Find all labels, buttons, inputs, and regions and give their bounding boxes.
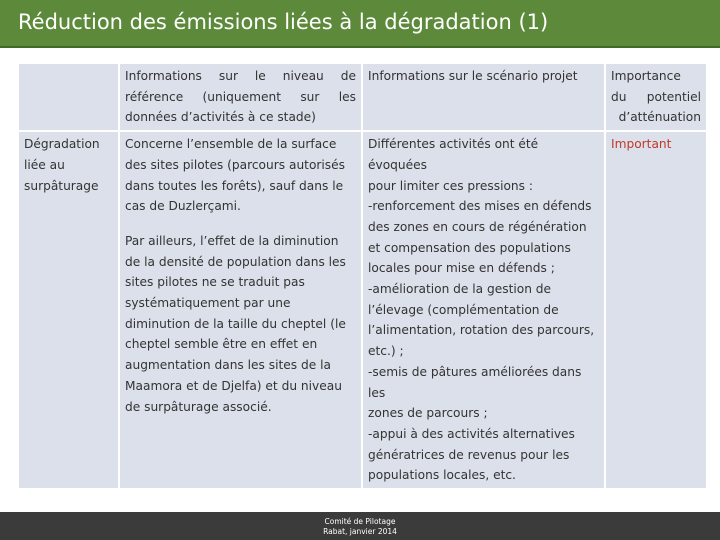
importance-value: Important — [611, 137, 672, 152]
header-reference-line: référence (uniquement sur les — [125, 89, 356, 104]
footer-line-1: Comité de Pilotage — [324, 517, 396, 526]
reference-p2-line: cheptel semble être en effet en — [125, 337, 318, 352]
scenario-line: pour limiter ces pressions : — [368, 178, 533, 193]
reference-p1-line: des sites pilotes (parcours autorisés — [125, 157, 345, 172]
scenario-line: l’alimentation, rotation des parcours, — [368, 323, 595, 338]
title-bar — [0, 0, 720, 48]
scenario-line: -appui à des activités alternatives — [368, 426, 575, 441]
scenario-line: génératrices de revenus pour les — [368, 447, 570, 462]
reference-p2-line: systématiquement par une — [125, 296, 291, 311]
footer-bar — [0, 512, 720, 540]
scenario-line: Différentes activités ont été évoquées — [368, 137, 539, 172]
header-reference-line: Informations sur le niveau de — [125, 69, 356, 83]
header-importance-line: Importance — [611, 69, 681, 83]
row-label — [19, 132, 118, 488]
scenario-line: l’élevage (complémentation de — [368, 302, 559, 317]
scenario-line: -semis de pâtures améliorées dans les — [368, 364, 582, 400]
scenario-line: des zones en cours de régénération — [368, 219, 587, 234]
footer-line-2: Rabat, janvier 2014 — [323, 527, 397, 536]
table-header-row — [19, 64, 706, 130]
reference-p2-line: Maamora et de Djelfa) et du niveau — [125, 378, 342, 393]
reference-cell — [120, 132, 361, 488]
header-cell-empty — [19, 64, 118, 130]
scenario-line: populations locales, etc. — [368, 468, 516, 483]
reference-p1-line: Concerne l’ensemble de la surface — [125, 137, 337, 152]
header-scenario-text: Informations sur le scénario projet — [368, 69, 578, 83]
scenario-line: etc.) ; — [368, 344, 404, 359]
reference-p2-line: sites pilotes ne se traduit pas — [125, 275, 305, 290]
scenario-cell — [363, 132, 604, 488]
scenario-line: et compensation des populations — [368, 240, 571, 255]
header-reference-line: données d’activités à ce stade) — [125, 110, 316, 125]
header-reference — [120, 64, 361, 130]
header-importance-line: du potentiel — [611, 89, 701, 104]
scenario-line: zones de parcours ; — [368, 406, 488, 421]
reference-p2-line: de surpâturage associé. — [125, 399, 272, 414]
importance-cell — [606, 132, 706, 488]
scenario-line: -renforcement des mises en défends — [368, 199, 592, 214]
reference-p2-line: diminution de la taille du cheptel (le — [125, 316, 346, 331]
table-row — [19, 132, 706, 488]
slide-title: Réduction des émissions liées à la dégradation (1) — [18, 10, 549, 34]
header-importance-line: d’atténuation — [618, 110, 701, 125]
reference-p1-line: cas de Duzlerçami. — [125, 199, 241, 214]
scenario-line: locales pour mise en défends ; — [368, 261, 555, 276]
reference-p2-line: de la densité de population dans les — [125, 254, 346, 269]
header-scenario — [363, 64, 604, 130]
info-table — [17, 62, 708, 490]
reference-p2-line: Par ailleurs, l’effet de la diminution — [125, 233, 339, 248]
header-importance — [606, 64, 706, 130]
scenario-line: -amélioration de la gestion de — [368, 282, 552, 297]
reference-p2-line: augmentation dans les sites de la — [125, 358, 331, 373]
reference-p1-line: dans toutes les forêts), sauf dans le — [125, 178, 344, 193]
row-label-line: surpâturage — [24, 178, 99, 193]
row-label-line: liée au — [24, 157, 65, 172]
row-label-line: Dégradation — [24, 137, 100, 152]
